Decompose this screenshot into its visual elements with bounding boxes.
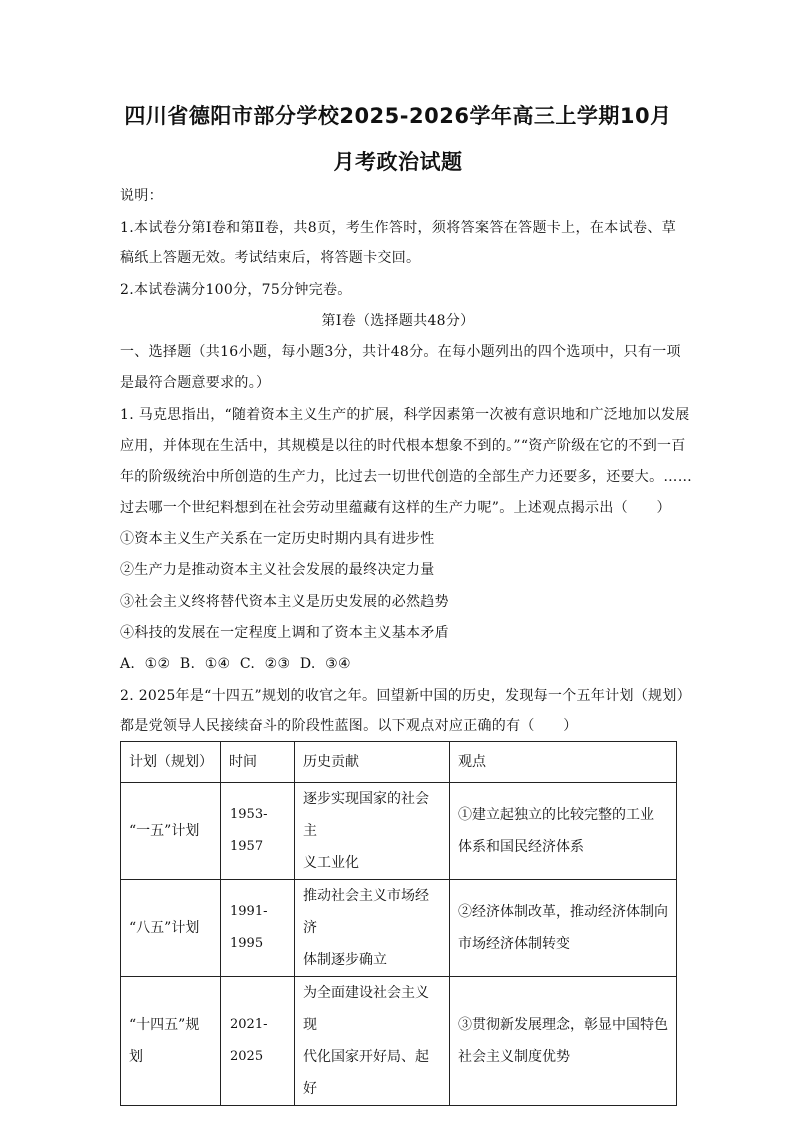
- five-year-plan-table: [120, 741, 677, 1106]
- table-header-cell: 历史贡献: [295, 742, 450, 783]
- view-cell: [450, 880, 677, 977]
- question-1-option-4: ④科技的发展在一定程度上调和了资本主义基本矛盾: [120, 625, 449, 641]
- contribution-line: 逐步实现国家的社会主: [303, 791, 429, 839]
- contribution-cell: [295, 977, 450, 1106]
- table-header-row: [121, 742, 677, 783]
- plan-cell: “一五”计划: [121, 783, 221, 880]
- section-intro-line-2: 是最符合题意要求的。）: [120, 375, 271, 391]
- view-line: ②经济体制改革，推动经济体制向: [458, 904, 668, 920]
- view-line: ③贯彻新发展理念，彰显中国特色: [458, 1017, 668, 1033]
- view-line: 社会主义制度优势: [458, 1049, 570, 1065]
- time-start: 1991-: [230, 904, 268, 919]
- instruction-item-2: 2.本试卷满分100分，75分钟完卷。: [120, 282, 352, 298]
- view-cell: [450, 977, 677, 1106]
- view-line: 体系和国民经济体系: [458, 839, 584, 855]
- plan-cell: “十四五”规划: [121, 977, 221, 1106]
- table-row: [121, 880, 677, 977]
- instruction-item-1-line-2: 稿纸上答题无效。考试结束后，将答题卡交回。: [120, 250, 421, 266]
- contribution-line: 代化国家开好局、起好: [303, 1049, 429, 1097]
- instructions-heading: 说明：: [120, 188, 163, 204]
- contribution-line: 为全面建设社会主义现: [303, 985, 429, 1033]
- exam-title-line1: 四川省德阳市部分学校2025-2026学年高三上学期10月: [124, 104, 672, 128]
- time-start: 1953-: [230, 807, 268, 822]
- contribution-line: 体制逐步确立: [303, 952, 387, 968]
- question-1-option-1: ①资本主义生产关系在一定历史时期内具有进步性: [120, 531, 435, 547]
- plan-cell: “八五”计划: [121, 880, 221, 977]
- table-row: [121, 977, 677, 1106]
- question-1-answer-choices: A. ①② B. ①④ C. ②③ D. ③④: [120, 656, 351, 672]
- table-header-cell: 时间: [221, 742, 295, 783]
- time-end: 1995: [230, 936, 264, 951]
- question-1-stem-line-4: 过去哪一个世纪料想到在社会劳动里蕴藏有这样的生产力呢”。上述观点揭示出（ ）: [120, 500, 671, 516]
- time-start: 2021-: [230, 1017, 268, 1032]
- instruction-item-1-line-1: 1.本试卷分第Ⅰ卷和第Ⅱ卷，共8页，考生作答时，须将答案答在答题卡上，在本试卷、草: [120, 220, 676, 236]
- table-header-cell: 观点: [450, 742, 677, 783]
- view-line: ①建立起独立的比较完整的工业: [458, 807, 654, 823]
- question-1-option-3: ③社会主义终将替代资本主义是历史发展的必然趋势: [120, 594, 449, 610]
- section-intro-line-1: 一、选择题（共16小题，每小题3分，共计48分。在每小题列出的四个选项中，只有一项: [120, 344, 681, 360]
- contribution-cell: [295, 783, 450, 880]
- question-1-option-2: ②生产力是推动资本主义社会发展的最终决定力量: [120, 562, 435, 578]
- time-end: 1957: [230, 839, 264, 854]
- question-2-stem-line-1: 2. 2025年是“十四五”规划的收官之年。回望新中国的历史，发现每一个五年计划（规划）: [120, 688, 691, 704]
- contribution-line: 义工业化: [303, 855, 359, 871]
- view-cell: [450, 783, 677, 880]
- question-1-stem-line-2: 应用，并体现在生活中，其规模是以往的时代根本想象不到的。”“资产阶级在它的不到一百: [120, 438, 686, 454]
- view-line: 市场经济体制转变: [458, 936, 570, 952]
- contribution-cell: [295, 880, 450, 977]
- question-2-stem-line-2: 都是党领导人民接续奋斗的阶段性蓝图。以下观点对应正确的有（ ）: [120, 718, 578, 734]
- time-end: 2025: [230, 1049, 264, 1064]
- time-cell: [221, 783, 295, 880]
- question-1-stem-line-3: 年的阶级统治中所创造的生产力，比过去一切世代创造的全部生产力还要多，还要大。……: [120, 469, 692, 485]
- exam-title-line2: 月考政治试题: [333, 150, 463, 174]
- question-1-stem-line-1: 1. 马克思指出，“随着资本主义生产的扩展，科学因素第一次被有意识地和广泛地加以发展: [120, 407, 690, 423]
- section-title: 第Ⅰ卷（选择题共48分）: [321, 313, 475, 329]
- time-cell: [221, 880, 295, 977]
- time-cell: [221, 977, 295, 1106]
- table-header-cell: 计划（规划）: [121, 742, 221, 783]
- table-row: [121, 783, 677, 880]
- contribution-line: 推动社会主义市场经济: [303, 888, 429, 936]
